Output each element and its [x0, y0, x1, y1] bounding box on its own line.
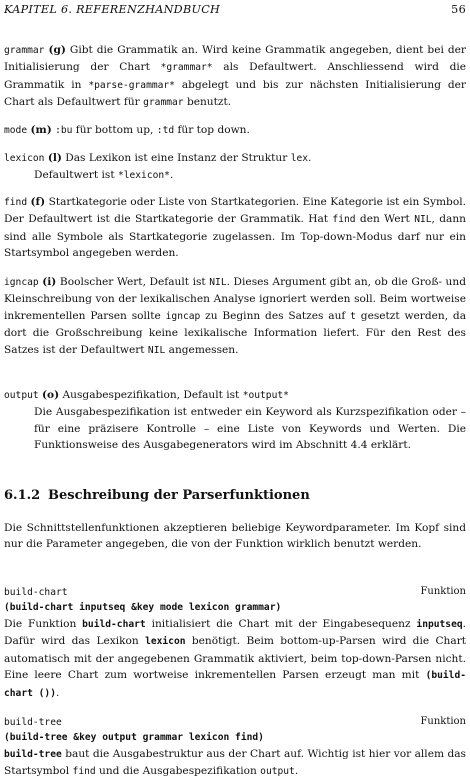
param-mode — [4, 122, 466, 139]
code-ref: :bu — [55, 125, 73, 136]
desc-text: . — [294, 765, 299, 778]
param-text: Die Ausgabespezifikation ist entweder ein Keyword als Kurzspezifikation oder – für eine präzisere Kontrolle – eine Liste von Keywords und Werten. Die Funktionsweise des Ausgabegenerators wird im Abschnitt 4.4 erklärt. — [34, 406, 466, 452]
desc-text: und die Ausgabespezifikation — [99, 765, 257, 778]
code-ref: (build-chart ()) — [4, 670, 466, 699]
param-text: Gibt die Grammatik an. Wird keine Grammatik angegeben, dient bei der Initialisierung der Chart — [4, 44, 466, 74]
code-ref: *parse-grammar* — [88, 79, 175, 91]
param-key: lexicon — [4, 153, 45, 164]
section-number: 6.1.2 — [4, 488, 41, 503]
desc-text: . Dafür wird das Lexikon — [4, 618, 467, 648]
param-text: als Defaultwert. Anschliessend wird die Grammatik in — [4, 61, 467, 91]
code-ref: grammar — [143, 97, 184, 109]
param-text: Startkategorie oder Liste von Startkategorien. Eine Kategorie ist ein Symbol. Der Defaultwert ist die Startkategorie der Grammatik. Hat — [4, 196, 466, 226]
code-ref: find — [72, 766, 96, 778]
function-signature: (build-chart inputseq &key mode lexicon grammar) — [4, 602, 282, 613]
page-number: 56 — [451, 3, 466, 16]
param-abbr: (o) — [42, 389, 60, 401]
function-kind: Funktion — [420, 716, 466, 727]
code-ref: :td — [156, 125, 175, 136]
desc-text: baut die Ausgabestruktur aus der Chart auf. Wichtig ist hier vor allem das Startsymbol — [4, 748, 466, 778]
code-ref: t — [350, 310, 356, 322]
param-lexicon: lexicon (l) Das Lexikon ist eine Instanz der Struktur lex. Defaultwert ist *lexicon*. — [4, 152, 312, 182]
desc-text: benötigt. Beim bottom-up-Parsen wird die Chart automatisch mit der angegebenen Grammatik aktiviert, beim top-down-Parsen nicht. Eine leere Chart zum wortweise inkrementellen Parsen erzeugt man mit — [4, 635, 467, 682]
code-ref: output — [260, 766, 295, 778]
running-header — [4, 2, 466, 20]
function-description — [4, 616, 466, 702]
code-ref: NIL — [209, 277, 227, 288]
param-key: find — [4, 197, 28, 208]
param-key: mode — [4, 125, 28, 136]
desc-text: initialisiert die Chart mit der Eingabesequenz — [151, 618, 411, 630]
param-text: zu Beginn des Satzes auf — [205, 309, 346, 322]
param-text: angemessen. — [168, 343, 239, 356]
param-grammar — [4, 42, 466, 112]
param-text: Boolscher Wert, Default ist — [59, 276, 206, 288]
code-ref: find — [332, 214, 356, 226]
param-text: Ausgabespezifikation, Default ist — [62, 389, 240, 401]
section-title: Beschreibung der Parserfunktionen — [48, 488, 310, 503]
function-name: build-chart — [4, 587, 68, 598]
param-abbr: (i) — [42, 276, 57, 288]
code-ref: *lexicon* — [117, 170, 170, 182]
param-key: grammar — [4, 45, 45, 56]
param-find — [4, 194, 466, 262]
code-ref: build-chart — [82, 619, 146, 630]
param-text: für top down. — [177, 124, 250, 136]
code-ref: *output* — [242, 390, 289, 401]
param-text: Das Lexikon ist eine Instanz der Struktur — [65, 152, 288, 164]
code-ref: lex — [290, 153, 309, 164]
param-igncap — [4, 274, 466, 359]
section-heading — [4, 488, 466, 504]
function-kind: Funktion — [420, 586, 466, 597]
function-name: build-tree — [4, 717, 62, 728]
param-text: gesetzt werden, da dort die Großschreibung keine lexikalische Information liefert. Für den Rest des Satzes ist der Defaultwert — [4, 309, 467, 356]
code-ref: NIL — [414, 214, 432, 226]
function-header — [4, 714, 466, 731]
desc-text: . — [55, 686, 60, 699]
param-text: für bottom up, — [75, 124, 154, 136]
chapter-title: KAPITEL 6. REFERENZHANDBUCH — [4, 3, 221, 16]
code-ref: build-tree — [4, 749, 62, 760]
desc-text: Die Funktion — [4, 618, 77, 630]
param-text: abgelegt und bis zur nächsten Initialisierung der Chart als Defaultwert für — [4, 78, 466, 109]
param-text: Defaultwert ist — [34, 169, 115, 182]
param-text: benutzt. — [186, 96, 232, 109]
param-text: , dann sind alle Symbole als Startkategorie zugelassen. Im Top-down-Modus darf nur ein Startsymbol angegeben werden. — [4, 213, 467, 260]
param-text: den Wert — [359, 213, 410, 226]
param-abbr: (f) — [30, 196, 46, 208]
param-text: . Dieses Argument gibt an, ob die Groß- und Kleinschreibung von der lexikalischen Analyse ignoriert werden soll. Beim wortweise inkrementellen Parsen sollte — [4, 276, 466, 322]
param-abbr: (m) — [30, 124, 52, 136]
param-abbr: (g) — [48, 44, 66, 56]
code-ref: NIL — [147, 344, 166, 356]
code-ref: lexicon — [145, 636, 186, 648]
function-signature: (build-tree &key output grammar lexicon find) — [4, 732, 264, 743]
function-description — [4, 746, 466, 781]
param-output — [4, 387, 466, 454]
param-key: output — [4, 390, 39, 401]
param-key: igncap — [4, 277, 39, 288]
section-intro: Die Schnittstellenfunktionen akzeptieren beliebige Keywordparameter. Im Kopf sind nur die Parameter angegeben, die von der Funktion wirklich benutzt werden. — [4, 522, 466, 551]
code-ref: inputseq — [416, 619, 463, 630]
code-ref: igncap — [165, 310, 201, 322]
param-abbr: (l) — [47, 152, 62, 164]
function-header — [4, 584, 466, 601]
code-ref: *grammar* — [160, 62, 213, 74]
